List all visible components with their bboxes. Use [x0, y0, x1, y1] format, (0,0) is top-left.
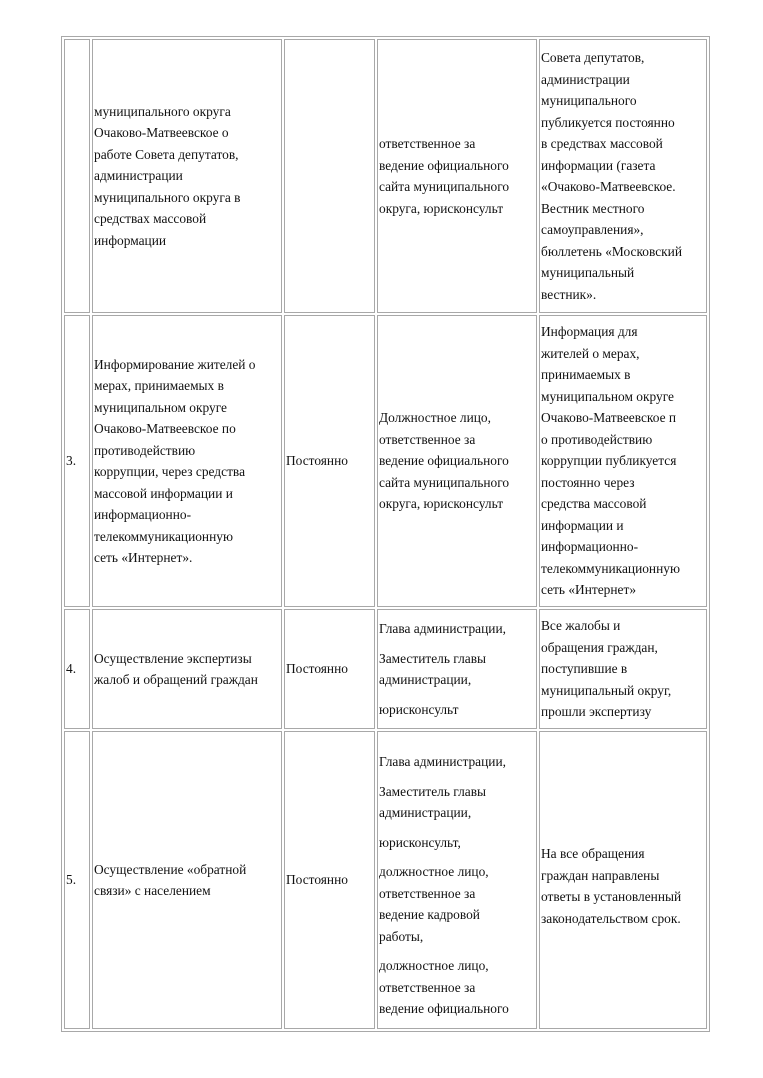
event-cell: муниципального округа Очаково-Матвеевское о работе Совета депутатов, администрации муниципального округа в средствах массовой информации: [92, 39, 282, 313]
term-cell: [284, 39, 375, 313]
term-cell: Постоянно: [284, 315, 375, 607]
result-cell: Все жалобы и обращения граждан, поступившие в муниципальный округ, прошли экспертизу: [539, 609, 707, 729]
responsible-line: Заместитель главы администрации,: [379, 650, 487, 687]
term-cell: Постоянно: [284, 731, 375, 1029]
responsible-line: Глава администрации,: [379, 754, 506, 770]
responsible-line: юрисконсульт: [379, 701, 459, 717]
result-cell: На все обращения граждан направлены ответы в установленный законодательством срок.: [539, 731, 707, 1029]
responsible-line: ответственное за ведение официального сайта муниципального округа, юрисконсульт: [379, 136, 510, 216]
result-cell: Совета депутатов, администрации муниципального публикуется постоянно в средствах массовой информации (газета «Очаково-Матвеевское. Вестник местного самоуправления», бюллетень «Московский муниципальный вестник».: [539, 39, 707, 313]
responsible-cell: [377, 609, 537, 729]
responsible-cell: [377, 731, 537, 1029]
document-page: [61, 36, 710, 1032]
table-row: [64, 315, 707, 607]
event-cell: Осуществление экспертизы жалоб и обращений граждан: [92, 609, 282, 729]
event-cell: Осуществление «обратной связи» с населением: [92, 731, 282, 1029]
anti-corruption-plan-table: [61, 36, 710, 1032]
row-number: [64, 39, 90, 313]
responsible-cell: [377, 315, 537, 607]
responsible-line: юрисконсульт,: [379, 834, 461, 850]
table-row: [64, 39, 707, 313]
table-row: [64, 731, 707, 1029]
responsible-cell: [377, 39, 537, 313]
responsible-line: Должностное лицо, ответственное за ведение официального сайта муниципального округа, юрисконсульт: [379, 410, 510, 512]
event-cell: Информирование жителей о мерах, принимаемых в муниципальном округе Очаково-Матвеевское по противодействию коррупции, через средства массовой информации и информационно- телекоммуникационную сеть «Интернет».: [92, 315, 282, 607]
result-cell: Информация для жителей о мерах, принимаемых в муниципальном округе Очаково-Матвеевское п о противодействию коррупции публикуется постоянно через средства массовой информации и информационно- телекоммуникационную сеть «Интернет»: [539, 315, 707, 607]
responsible-line: должностное лицо, ответственное за ведение кадровой работы,: [379, 864, 489, 944]
row-number: 3.: [64, 315, 90, 607]
term-cell: Постоянно: [284, 609, 375, 729]
row-number: 5.: [64, 731, 90, 1029]
responsible-line: должностное лицо, ответственное за ведение официального: [379, 958, 509, 1017]
table-row: [64, 609, 707, 729]
responsible-line: Заместитель главы администрации,: [379, 783, 487, 821]
row-number: 4.: [64, 609, 90, 729]
responsible-line: Глава администрации,: [379, 621, 506, 636]
